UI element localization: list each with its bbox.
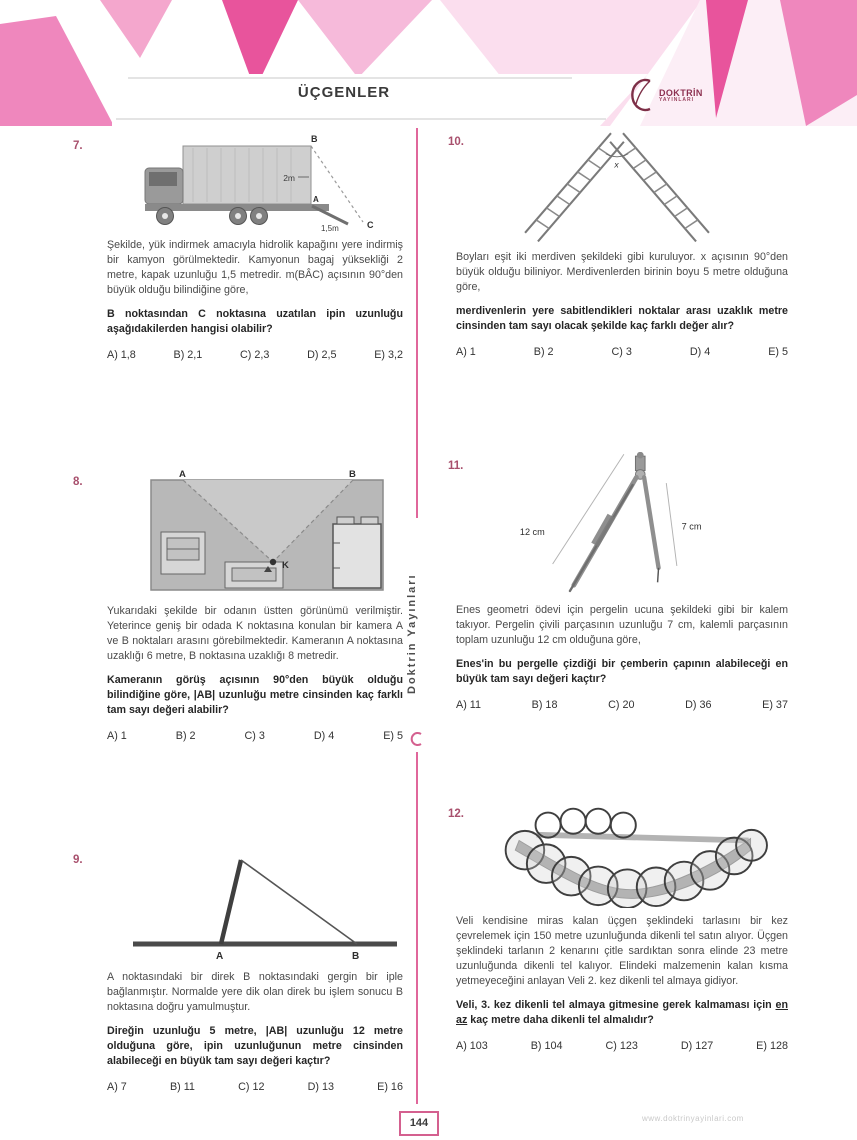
question-body: A noktasındaki bir direk B noktasındaki gergin bir iple bağlanmıştır. Normalde yere dik olan direk bu işlem sonucu B noktasına doğru yamulmuştur. [107, 971, 403, 1013]
option-d: D) 2,5 [307, 349, 337, 361]
question-11 [448, 452, 790, 711]
option-a: A) 103 [456, 1040, 488, 1052]
option-a: A) 1 [456, 346, 476, 358]
option-c: C) 20 [608, 699, 635, 711]
question-12 [448, 800, 790, 1052]
room-figure [137, 468, 397, 598]
options-row [107, 349, 403, 361]
truck-figure [135, 132, 380, 232]
question-7 [73, 132, 405, 361]
question-8 [73, 468, 405, 742]
option-c: C) 123 [605, 1040, 638, 1052]
page-number: 144 [399, 1111, 439, 1136]
point-k-label: K [282, 560, 289, 571]
dim-flap-label: 1,5m [321, 224, 339, 232]
point-b-label: B [352, 951, 360, 962]
column-divider [416, 752, 418, 1104]
publisher-logo [622, 72, 732, 120]
question-number: 9. [73, 854, 83, 866]
question-number: 7. [73, 140, 83, 152]
option-a: A) 11 [456, 699, 482, 711]
option-e: E) 3,2 [374, 349, 403, 361]
point-b-label: B [349, 469, 356, 480]
question-number: 10. [448, 136, 464, 148]
question-text: Direğin uzunluğu 5 metre, |AB| uzunluğu 12 metre olduğuna göre, ipin uzunluğunun metre cinsinden alabileceği en büyük tam sayı değeri kaçtır? [107, 1025, 403, 1067]
question-10 [448, 128, 790, 358]
question-body: Boyları eşit iki merdiven şekildeki gibi kuruluyor. x açısının 90°den büyük olduğu biliniyor. Merdivenlerden birinin boyu 5 metre olduğuna göre, [456, 251, 788, 293]
option-a: A) 1,8 [107, 349, 136, 361]
option-e: E) 5 [383, 730, 403, 742]
question-text: Enes'in bu pergelle çizdiği bir çemberin çapının alabileceği en büyük tam sayı değeri kaçtır? [456, 658, 788, 685]
option-e: E) 16 [377, 1081, 403, 1093]
option-d: D) 4 [689, 346, 711, 358]
divider-publisher-text: Doktrin Yayınları [406, 573, 418, 695]
option-b: B) 2 [175, 730, 196, 742]
point-c-label: C [367, 220, 374, 230]
column-divider [416, 128, 418, 518]
page-title: ÜÇGENLER [297, 84, 391, 101]
option-e: E) 37 [762, 699, 788, 711]
angle-x-label: x [614, 159, 619, 170]
question-text-post: kaç metre daha dikenli tel almalıdır? [467, 1014, 654, 1026]
point-a-label: A [179, 469, 186, 480]
wire-coil-figure [486, 800, 776, 908]
option-b: B) 2,1 [173, 349, 203, 361]
dim-left-label: 12 cm [519, 527, 545, 538]
question-body: Yukarıdaki şekilde bir odanın üstten görünümü verilmiştir. Yeterince geniş bir odada K noktasına konulan bir kamera A ve B noktaları arasını görebilmektedir. Kameranın A noktasına uzaklığı 6 metre, B noktasına uzaklığı 8 metredir. [107, 605, 403, 662]
compass-figure [491, 452, 751, 597]
dim-right-label: 7 cm [681, 521, 702, 532]
pole-rope-figure [125, 846, 405, 964]
option-d: D) 36 [685, 699, 712, 711]
option-a: A) 7 [107, 1081, 127, 1093]
question-number: 11. [448, 460, 464, 472]
option-d: D) 4 [313, 730, 335, 742]
publisher-subname: YAYINLARI [659, 97, 695, 104]
options-row [456, 1040, 788, 1052]
question-text [456, 998, 788, 1028]
question-body: Enes geometri ödevi için pergelin ucuna şekildeki gibi bir kalem takıyor. Pergelin çivili parçasının uzunluğu 7 cm, kalemli parçasının toplam uzunluğu 12 cm olduğuna göre, [456, 604, 788, 646]
option-d: D) 127 [680, 1040, 714, 1052]
option-c: C) 3 [611, 346, 632, 358]
question-9 [73, 846, 405, 1093]
ladders-figure [501, 128, 733, 244]
options-row [456, 699, 788, 711]
question-text: B noktasından C noktasına uzatılan ipin uzunluğu aşağıdakilerden hangisi olabilir? [107, 308, 403, 335]
options-row [107, 730, 403, 742]
publisher-name: DOKTRİN [659, 87, 703, 98]
divider-logo-mark-icon [407, 730, 425, 748]
question-text-underlined: en az [456, 999, 788, 1026]
question-number: 12. [448, 808, 464, 820]
option-b: B) 18 [531, 699, 558, 711]
question-number: 8. [73, 476, 83, 488]
question-text: merdivenlerin yere sabitlendikleri noktalar arası uzaklık metre cinsinden tam sayı olacak şekilde kaç farklı değer alır? [456, 305, 788, 332]
point-a-label: A [216, 951, 224, 962]
point-b-label: B [311, 134, 318, 144]
option-c: C) 3 [244, 730, 265, 742]
question-text: Kameranın görüş açısının 90°den büyük olduğu bilindiğine göre, |AB| uzunluğu metre cinsinden kaç farklı tam sayı değeri alabilir? [107, 674, 403, 716]
option-c: C) 2,3 [240, 349, 270, 361]
question-body: Şekilde, yük indirmek amacıyla hidrolik kapağını yere indirmiş bir kamyon görülmektedir. Kamyonun bagaj yüksekliği 2 metre, kapak uzunluğu 1,5 metredir. m(BÂC) açısının 90°den büyük olduğu bilindiğine göre, [107, 239, 403, 296]
watermark: www.doktrinyayinlari.com [642, 1114, 744, 1123]
question-body: Veli kendisine miras kalan üçgen şeklindeki tarlasını bir kez çevrelemek için 150 metre uzunluğunda dikenli tel satın alıyor. Üçgen şeklindeki tarlanın 2 kenarını çitle sardıktan sonra elinde 23 metre uzunluğunda dikenli tel kalıyor. Elindeki malzemenin kalan kısma yetmeyeceğini anlayan Veli 2. kez dikenli tel almaya gidiyor. [456, 915, 788, 987]
option-d: D) 13 [307, 1081, 335, 1093]
dim-height-label: 2m [283, 173, 295, 183]
option-b: B) 2 [533, 346, 554, 358]
option-a: A) 1 [107, 730, 127, 742]
publisher-swoosh-icon [622, 76, 656, 116]
option-e: E) 5 [768, 346, 788, 358]
question-text-pre: Veli, 3. kez dikenli tel almaya gitmesine gerek kalmaması için [456, 999, 776, 1011]
options-row [456, 346, 788, 358]
option-e: E) 128 [756, 1040, 788, 1052]
options-row [107, 1081, 403, 1093]
option-b: B) 11 [169, 1081, 195, 1093]
point-a-label: A [313, 195, 319, 204]
option-c: C) 12 [238, 1081, 265, 1093]
option-b: B) 104 [530, 1040, 563, 1052]
